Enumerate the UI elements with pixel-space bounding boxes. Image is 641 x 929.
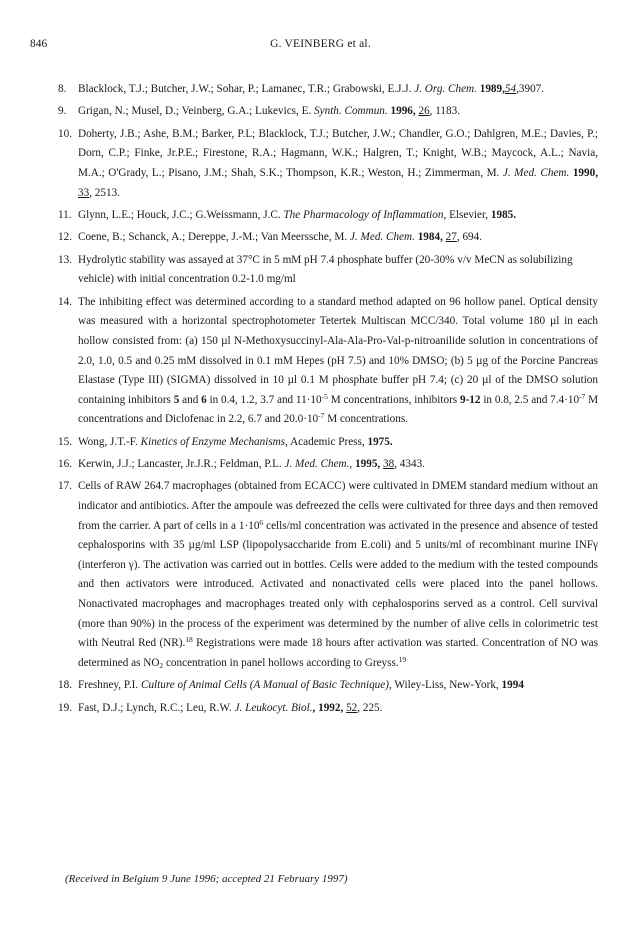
reference-text: M concentrations and Diclofenac in 2.2, 6.7 and 20.0·10 bbox=[78, 393, 599, 426]
reference-pages: , 694. bbox=[456, 231, 483, 244]
reference-item bbox=[58, 251, 598, 290]
reference-authors: Doherty, J.B.; Ashe, B.M.; Barker, P.L; Blacklock, T.J.; Butcher, J.W.; Chandler, G.O.; Dahlgren, M.E.; Davies, P.; Dorn, C.P.; Finke, Jr.P.E.; Firestone, R.A.; Hagmann, W.K.; Halgren, T.; Knight, W.B.; Maycock, A.L.; Navia, M.A.; O'Grady, L.; Pisano, J.M.; Shah, S.K.; Thompson, K.R.; Weston, H.; Zimmerman, M. bbox=[78, 127, 598, 179]
reference-volume: 33 bbox=[78, 186, 90, 199]
reference-pages: , 1183. bbox=[429, 105, 461, 118]
compound-number: 6 bbox=[201, 393, 207, 406]
reference-number: 12. bbox=[58, 231, 72, 244]
reference-authors: Coene, B.; Schanck, A.; Dereppe, J.-M.; Van Meerssche, M. bbox=[78, 231, 348, 244]
reference-title: Culture of Animal Cells (A Manual of Basic Technique) bbox=[140, 679, 389, 692]
reference-year: 1996, bbox=[390, 105, 416, 118]
reference-number: 19. bbox=[58, 701, 72, 714]
reference-text: Registrations were made 18 hours after activation was started. Concentration of NO was determined as NO bbox=[78, 637, 599, 669]
citation-superscript: 18 bbox=[185, 635, 193, 645]
reference-item bbox=[58, 80, 598, 100]
reference-volume: 26 bbox=[418, 105, 430, 118]
reference-item bbox=[58, 699, 598, 719]
reference-text: in 0.8, 2.5 and 7.4·10 bbox=[483, 393, 580, 406]
reference-pages: , 4343. bbox=[394, 458, 425, 471]
reference-item bbox=[58, 477, 598, 673]
reference-journal: J. Med. Chem. bbox=[349, 231, 415, 244]
running-head: G. VEINBERG et al. bbox=[270, 38, 371, 50]
reference-publisher: , Academic Press, bbox=[285, 435, 365, 448]
reference-number: 18. bbox=[58, 679, 72, 692]
reference-text: The inhibiting effect was determined according to a standard method adapted on 96 hollow panel. Optical density was measured with a horizontal spectrophotometer Tetertek Multiscan MCC/340. Total volume 180 µl in each hollow consisted from: (a) 150 µl N-Methoxysuccinyl-Ala-Ala-Pro-Val-p-nitroanilide solution in concentrations of 2.0, 1.0, 0.5 and 0.25 mM dissolved in 0.1 mM Hepes (pH 7.5) and 10% DMSO; (b) 5 µg of the Porcine Pancreas Elastase (Type III) (SIGMA) dissolved in 10 µl 0.1 M phosphate buffer pH 7.4; (c) 20 µl of the DMSO solution containing inhibitors bbox=[78, 295, 598, 406]
reference-authors: Glynn, L.E.; Houck, J.C.; G.Weissmann, J.C. bbox=[78, 208, 281, 221]
compound-number: 5 bbox=[173, 393, 180, 406]
reference-year: 1985. bbox=[490, 208, 517, 221]
reference-journal: J. Org. Chem. bbox=[414, 83, 477, 95]
reference-number: 13. bbox=[58, 253, 72, 266]
reference-list bbox=[58, 80, 598, 721]
reference-authors: Fast, D.J.; Lynch, R.C.; Leu, R.W. bbox=[78, 701, 232, 714]
reference-year: 1984, bbox=[417, 231, 443, 244]
reference-pages: , 2513. bbox=[89, 186, 120, 199]
reference-item bbox=[58, 433, 598, 453]
exponent: -5 bbox=[321, 391, 328, 401]
reference-pages: , 225. bbox=[357, 701, 383, 714]
reference-number: 8. bbox=[58, 83, 67, 95]
reference-text: and bbox=[182, 393, 199, 406]
reference-journal: J. Med. Chem., bbox=[284, 458, 353, 471]
reference-item bbox=[58, 293, 598, 430]
reference-item bbox=[58, 206, 598, 226]
reference-year: 1995, bbox=[355, 458, 381, 471]
reference-text: in 0.4, 1.2, 3.7 and 11·10 bbox=[209, 393, 322, 406]
reference-year: 1975. bbox=[367, 435, 393, 448]
reference-title: Kinetics of Enzyme Mechanisms bbox=[140, 435, 286, 448]
reference-text: cells/ml concentration was activated in the presence and absence of tested cephalosporins with 35 µg/ml LSP (lipopolysaccharide from E.coli) and 5 units/ml of recombinant murine INFγ (interferon γ). The activation was carried out in bottles. Cells were added to the medium with the tested compounds and then activators were introduced. Activated and nonactivated cells were placed into the panel hollows. Nonactivated macrophages and macrophages treated only with cephalosporins served as a control. Cell survival (more than 90%) in the process of the experiment was determined by the number of alive cells in colorimetric test with Neutral Red (NR). bbox=[78, 519, 598, 650]
compound-number: 9-12 bbox=[459, 393, 481, 406]
reference-number: 10. bbox=[58, 127, 72, 140]
reference-title: The Pharmacology of Inflammation bbox=[283, 208, 444, 221]
reference-authors: Blacklock, T.J.; Butcher, J.W.; Sohar, P.; Lamanec, T.R.; Grabowski, E.J.J. bbox=[78, 83, 412, 95]
subscript: 2 bbox=[159, 660, 164, 670]
page-number: 846 bbox=[30, 38, 48, 50]
reference-text: M concentrations, inhibitors bbox=[330, 393, 458, 406]
citation-superscript: 19 bbox=[398, 654, 407, 664]
reference-volume: 54 bbox=[504, 83, 517, 95]
reference-volume: 27 bbox=[445, 231, 457, 244]
reference-year: 1989, bbox=[479, 83, 505, 95]
reference-publisher: , Elsevier, bbox=[443, 208, 489, 221]
reference-number: 9. bbox=[58, 105, 67, 118]
reference-item bbox=[58, 125, 598, 203]
reference-text: Hydrolytic stability was assayed at 37°C in 5 mM pH 7.4 phosphate buffer (20-30% v/v MeCN as solubilizing vehicle) with initial concentration 0.2-1.0 mg/ml bbox=[78, 253, 573, 286]
reference-year: 1994 bbox=[501, 679, 524, 692]
reference-authors: Freshney, P.I. bbox=[78, 679, 139, 692]
reference-item bbox=[58, 228, 598, 248]
reference-number: 16. bbox=[58, 458, 72, 471]
reference-pages: ,3907. bbox=[516, 83, 545, 95]
reference-item bbox=[58, 676, 598, 696]
received-accepted-note: (Received in Belgium 9 June 1996; accepted 21 February 1997) bbox=[65, 873, 348, 885]
reference-volume: 38 bbox=[383, 458, 395, 471]
reference-text: concentration in panel hollows according to Greyss. bbox=[165, 656, 399, 669]
reference-authors: Kerwin, J.J.; Lancaster, Jr.J.R.; Feldman, P.L. bbox=[78, 458, 282, 471]
exponent: -7 bbox=[579, 391, 586, 401]
reference-journal: Synth. Commun. bbox=[314, 105, 388, 118]
exponent: -7 bbox=[318, 411, 325, 421]
reference-volume: 52 bbox=[346, 701, 358, 714]
reference-year: , 1992, bbox=[312, 701, 344, 714]
page-header bbox=[0, 38, 641, 54]
reference-publisher: , Wiley-Liss, New-York, bbox=[388, 679, 499, 692]
reference-year: 1990, bbox=[572, 166, 598, 179]
reference-number: 11. bbox=[58, 208, 72, 221]
reference-authors: Grigan, N.; Musel, D.; Veinberg, G.A.; Lukevics, E. bbox=[78, 105, 312, 118]
reference-text: Cells of RAW 264.7 macrophages (obtained from ECACC) were cultivated in DMEM standard medium without an indicator and antibiotics. After the ampoule was defreezed the cells were cultivated for three days and then removed from the carrier. A part of cells in a 1·10 bbox=[78, 480, 598, 532]
reference-authors: Wong, J.T.-F. bbox=[78, 435, 138, 448]
reference-item bbox=[58, 455, 598, 475]
reference-journal: J. Leukocyt. Biol. bbox=[234, 701, 313, 714]
reference-item bbox=[58, 102, 598, 122]
reference-number: 15. bbox=[58, 435, 72, 448]
reference-number: 14. bbox=[58, 295, 72, 308]
reference-journal: J. Med. Chem. bbox=[502, 166, 570, 179]
reference-number: 17. bbox=[58, 480, 72, 493]
reference-text: M concentrations. bbox=[327, 413, 408, 426]
exponent: 6 bbox=[259, 517, 264, 527]
